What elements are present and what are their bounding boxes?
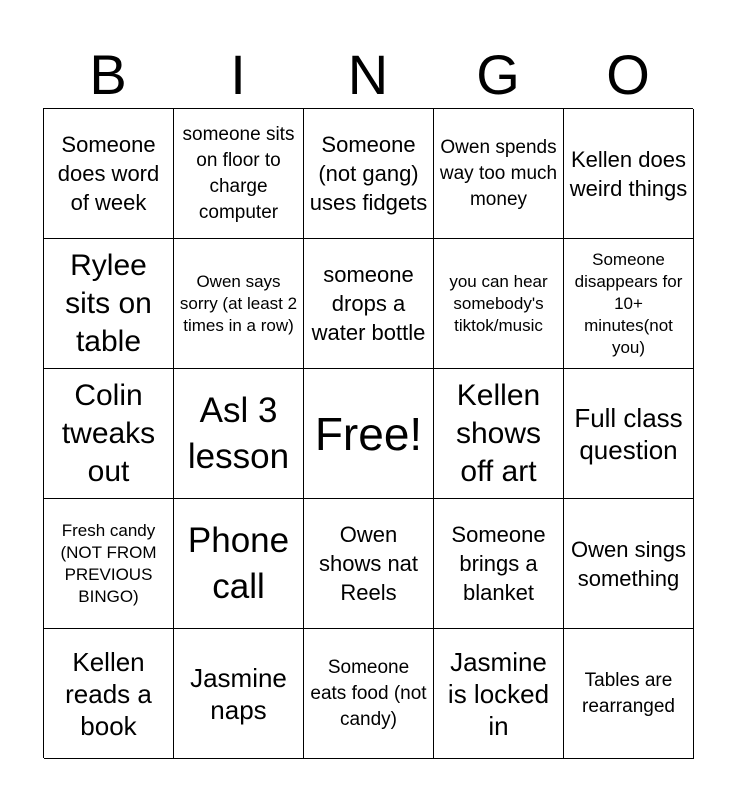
cell-text: Fresh candy (NOT FROM PREVIOUS BINGO) (60, 520, 157, 606)
cell-text: Kellen shows off art (455, 378, 542, 488)
header-letter-g: G (476, 43, 520, 106)
cell-text: Tables are rearranged (582, 669, 675, 717)
bingo-cell[interactable] (304, 109, 434, 239)
cell-text: Someone eats food (not candy) (310, 656, 427, 730)
header-letter-b: B (89, 43, 127, 106)
cell-text: Colin tweaks out (61, 378, 156, 488)
bingo-cell[interactable] (434, 109, 564, 239)
cell-text: someone sits on floor to charge computer (182, 123, 295, 223)
bingo-cell[interactable] (304, 499, 434, 629)
bingo-header (43, 42, 693, 108)
bingo-grid (43, 108, 693, 758)
bingo-cell[interactable] (174, 239, 304, 369)
cell-text: Owen spends way too much money (439, 136, 558, 210)
cell-text: Someone (not gang) uses fidgets (309, 132, 428, 215)
cell-text: Full class question (574, 402, 683, 465)
bingo-cell[interactable] (564, 369, 694, 499)
cell-text: Rylee sits on table (65, 248, 152, 358)
cell-text: someone drops a water bottle (311, 262, 426, 345)
cell-text: Jasmine naps (190, 662, 287, 725)
bingo-cell[interactable] (434, 369, 564, 499)
bingo-cell[interactable] (434, 239, 564, 369)
header-letter-n: N (347, 43, 389, 106)
cell-text: Owen sings something (571, 536, 686, 591)
bingo-cell[interactable] (44, 239, 174, 369)
cell-text: Jasmine is locked in (447, 646, 550, 741)
bingo-cell[interactable] (44, 499, 174, 629)
cell-text: Owen says sorry (at least 2 times in a row) (179, 271, 298, 335)
bingo-cell[interactable] (564, 499, 694, 629)
free-space-text: Free! (314, 407, 423, 460)
cell-text: Kellen reads a book (65, 646, 152, 741)
bingo-cell[interactable] (304, 239, 434, 369)
header-letter-o: O (606, 43, 650, 106)
bingo-cell[interactable] (564, 629, 694, 759)
bingo-cell[interactable] (44, 629, 174, 759)
cell-text: Someone disappears for 10+ minutes(not you) (574, 249, 683, 357)
bingo-cell[interactable] (434, 499, 564, 629)
bingo-cell free-space[interactable] (304, 369, 434, 499)
bingo-cell[interactable] (174, 109, 304, 239)
bingo-cell[interactable] (434, 629, 564, 759)
bingo-cell[interactable] (564, 239, 694, 369)
cell-text: Someone does word of week (57, 132, 160, 215)
cell-text: you can hear somebody's tiktok/music (449, 271, 548, 335)
header-letter-i: I (230, 43, 246, 106)
bingo-cell[interactable] (44, 109, 174, 239)
bingo-cell[interactable] (174, 499, 304, 629)
bingo-cell[interactable] (304, 629, 434, 759)
cell-text: Phone call (187, 520, 290, 606)
bingo-cell[interactable] (174, 369, 304, 499)
bingo-cell[interactable] (174, 629, 304, 759)
bingo-cell[interactable] (564, 109, 694, 239)
bingo-cell[interactable] (44, 369, 174, 499)
cell-text: Owen shows nat Reels (318, 522, 419, 605)
cell-text: Kellen does weird things (569, 146, 688, 201)
cell-text: Asl 3 lesson (187, 390, 290, 476)
cell-text: Someone brings a blanket (451, 522, 546, 605)
